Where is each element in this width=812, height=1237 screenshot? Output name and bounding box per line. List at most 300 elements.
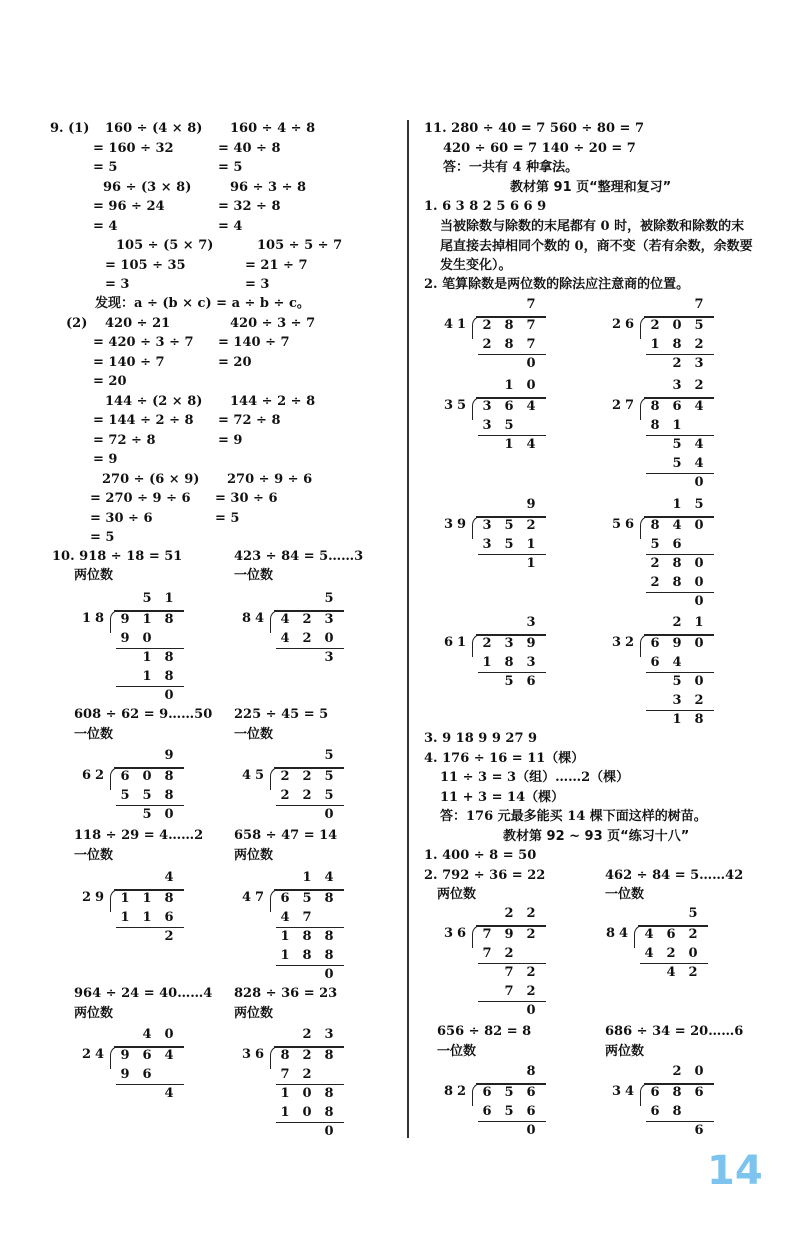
step-digit: 8 — [672, 1104, 682, 1119]
dividend-digit: 7 — [482, 927, 492, 942]
step-digit: 8 — [694, 712, 704, 727]
step-digit: 8 — [504, 655, 514, 670]
step-digit: 5 — [120, 788, 130, 803]
step-digit: 3 — [324, 650, 334, 665]
dividend-digit: 2 — [526, 927, 536, 942]
dividend-digit: 6 — [280, 891, 290, 906]
dividend-digit: 2 — [302, 769, 312, 784]
text-line: 发生变化）。 — [440, 258, 512, 273]
text-line: = 30 ÷ 6 — [90, 511, 153, 526]
step-digit: 0 — [694, 594, 704, 609]
quotient-digit: 1 — [164, 591, 174, 606]
text-line: 105 ÷ (5 × 7) — [116, 238, 214, 253]
dividend-digit: 7 — [526, 318, 536, 333]
dividend-digit: 2 — [688, 927, 698, 942]
step-digit: 1 — [142, 910, 152, 925]
step-digit: 8 — [164, 650, 174, 665]
text-line: = 4 — [93, 219, 118, 234]
step-digit: 0 — [324, 631, 334, 646]
step-digit: 4 — [526, 437, 536, 452]
text-line: = 5 — [218, 160, 243, 175]
dividend-digit: 2 — [280, 769, 290, 784]
divisor: 27 — [612, 398, 639, 413]
text-line: = 140 ÷ 7 — [218, 335, 290, 350]
step-digit: 8 — [650, 418, 660, 433]
text-line: 答：176 元最多能买 14 棵下面这样的树苗。 — [440, 809, 707, 824]
quotient-digit: 4 — [142, 1027, 152, 1042]
quotient-digit: 2 — [302, 1027, 312, 1042]
step-digit: 1 — [504, 437, 514, 452]
step-digit: 0 — [526, 356, 536, 371]
text-line: 10. 918 ÷ 18 = 51 — [52, 549, 183, 564]
text-line: 一位数 — [234, 568, 274, 583]
step-digit: 1 — [672, 712, 682, 727]
step-digit: 1 — [142, 669, 152, 684]
divisor: 47 — [242, 890, 269, 905]
quotient-digit: 3 — [672, 378, 682, 393]
divisor: 84 — [606, 926, 633, 941]
dividend-digit: 1 — [120, 891, 130, 906]
text-line: = 9 — [93, 452, 118, 467]
step-digit: 0 — [694, 475, 704, 490]
step-digit: 4 — [666, 965, 676, 980]
dividend-digit: 0 — [694, 518, 704, 533]
text-line: 160 ÷ 4 ÷ 8 — [230, 121, 316, 136]
text-line: 9. (1) — [50, 121, 90, 136]
quotient-digit: 0 — [526, 378, 536, 393]
text-line: 420 ÷ 60 = 7 140 ÷ 20 = 7 — [443, 141, 636, 156]
quotient-digit: 9 — [526, 497, 536, 512]
step-digit: 4 — [672, 655, 682, 670]
dividend-digit: 8 — [324, 1048, 334, 1063]
step-digit: 0 — [694, 575, 704, 590]
text-line: 一位数 — [437, 1044, 477, 1059]
divisor: 82 — [444, 1084, 471, 1099]
step-digit: 1 — [672, 418, 682, 433]
text-line: = 72 ÷ 8 — [218, 413, 281, 428]
dividend-digit: 8 — [164, 612, 174, 627]
step-digit: 2 — [302, 1067, 312, 1082]
dividend-digit: 4 — [644, 927, 654, 942]
text-line: 105 ÷ 5 ÷ 7 — [257, 238, 343, 253]
step-digit: 1 — [280, 929, 290, 944]
text-line: = 5 — [90, 530, 115, 545]
step-digit: 6 — [164, 910, 174, 925]
step-digit: 7 — [504, 984, 514, 999]
text-line: = 270 ÷ 9 ÷ 6 — [90, 491, 191, 506]
quotient-digit: 2 — [672, 615, 682, 630]
step-digit: 0 — [302, 1086, 312, 1101]
dividend-digit: 8 — [280, 1048, 290, 1063]
dividend-digit: 3 — [324, 612, 334, 627]
dividend-digit: 8 — [504, 318, 514, 333]
text-line: 658 ÷ 47 = 14 — [234, 828, 338, 843]
text-line: = 105 ÷ 35 — [105, 258, 186, 273]
quotient-digit: 1 — [694, 615, 704, 630]
text-line: 两位数 — [437, 887, 477, 902]
text-line: 发现：a ÷ (b × c) = a ÷ b ÷ c。 — [95, 296, 310, 311]
text-line: 225 ÷ 45 = 5 — [234, 707, 329, 722]
step-digit: 0 — [164, 688, 174, 703]
text-line: 270 ÷ 9 ÷ 6 — [227, 472, 313, 487]
dividend-digit: 9 — [504, 927, 514, 942]
step-digit: 8 — [302, 929, 312, 944]
step-digit: 6 — [672, 537, 682, 552]
dividend-digit: 8 — [672, 1085, 682, 1100]
step-digit: 1 — [482, 655, 492, 670]
step-digit: 7 — [280, 1067, 290, 1082]
text-line: = 4 — [218, 219, 243, 234]
text-line: = 30 ÷ 6 — [215, 491, 278, 506]
divisor: 24 — [82, 1047, 109, 1062]
dividend-digit: 3 — [482, 518, 492, 533]
text-line: 3. 9 18 9 9 27 9 — [424, 731, 538, 746]
step-digit: 8 — [302, 948, 312, 963]
dividend-digit: 0 — [694, 636, 704, 651]
quotient-digit: 0 — [164, 1027, 174, 1042]
text-line: 420 ÷ 21 — [105, 316, 171, 331]
step-digit: 5 — [672, 456, 682, 471]
text-line: 答：一共有 4 种拿法。 — [443, 160, 579, 175]
step-digit: 5 — [142, 807, 152, 822]
text-line: 686 ÷ 34 = 20……6 — [605, 1024, 744, 1039]
quotient-digit: 1 — [302, 870, 312, 885]
step-digit: 2 — [280, 788, 290, 803]
divisor: 18 — [82, 611, 109, 626]
step-digit: 1 — [280, 948, 290, 963]
step-digit: 0 — [324, 1124, 334, 1139]
step-digit: 1 — [526, 556, 536, 571]
step-digit: 2 — [650, 556, 660, 571]
text-line: 1. 400 ÷ 8 = 50 — [424, 848, 537, 863]
step-digit: 8 — [324, 1105, 334, 1120]
step-digit: 5 — [504, 1104, 514, 1119]
step-digit: 1 — [650, 337, 660, 352]
step-digit: 0 — [302, 1105, 312, 1120]
step-digit: 0 — [526, 1123, 536, 1138]
divisor: 34 — [612, 1084, 639, 1099]
step-digit: 1 — [280, 1105, 290, 1120]
quotient-digit: 5 — [694, 497, 704, 512]
step-digit: 7 — [482, 946, 492, 961]
text-line: = 40 ÷ 8 — [218, 141, 281, 156]
step-digit: 6 — [526, 1104, 536, 1119]
text-line: 160 ÷ (4 × 8) — [105, 121, 203, 136]
dividend-digit: 8 — [650, 518, 660, 533]
text-line: 4. 176 ÷ 16 = 11（棵） — [424, 751, 585, 766]
step-digit: 6 — [694, 1123, 704, 1138]
dividend-digit: 6 — [142, 1048, 152, 1063]
dividend-digit: 8 — [324, 891, 334, 906]
dividend-digit: 6 — [650, 636, 660, 651]
dividend-digit: 6 — [120, 769, 130, 784]
quotient-digit: 3 — [526, 615, 536, 630]
step-digit: 2 — [694, 693, 704, 708]
text-line: 11 ÷ 3 = 3（组）……2（棵） — [440, 770, 630, 785]
text-line: 一位数 — [605, 887, 645, 902]
step-digit: 3 — [482, 418, 492, 433]
divisor: 61 — [444, 635, 471, 650]
quotient-digit: 4 — [324, 870, 334, 885]
divisor: 29 — [82, 890, 109, 905]
step-digit: 0 — [694, 674, 704, 689]
step-digit: 6 — [142, 1067, 152, 1082]
dividend-digit: 2 — [302, 1048, 312, 1063]
dividend-digit: 3 — [504, 636, 514, 651]
step-digit: 4 — [694, 456, 704, 471]
step-digit: 4 — [644, 946, 654, 961]
text-line: = 160 ÷ 32 — [93, 141, 174, 156]
text-line: = 5 — [215, 511, 240, 526]
text-line: = 420 ÷ 3 ÷ 7 — [93, 335, 194, 350]
step-digit: 0 — [324, 807, 334, 822]
dividend-digit: 2 — [482, 636, 492, 651]
dividend-digit: 2 — [526, 518, 536, 533]
quotient-digit: 9 — [164, 748, 174, 763]
text-line: = 96 ÷ 24 — [93, 199, 165, 214]
step-digit: 0 — [142, 631, 152, 646]
text-line: 2. 792 ÷ 36 = 22 — [424, 868, 546, 883]
divisor: 62 — [82, 768, 109, 783]
step-digit: 2 — [666, 946, 676, 961]
dividend-digit: 8 — [164, 769, 174, 784]
text-line: = 140 ÷ 7 — [93, 355, 165, 370]
text-line: = 72 ÷ 8 — [93, 433, 156, 448]
text-line: 两位数 — [234, 1006, 274, 1021]
dividend-digit: 9 — [120, 612, 130, 627]
step-digit: 2 — [688, 965, 698, 980]
quotient-digit: 2 — [672, 1064, 682, 1079]
dividend-digit: 6 — [672, 399, 682, 414]
text-line: 423 ÷ 84 = 5……3 — [234, 549, 364, 564]
text-line: 608 ÷ 62 = 9……50 — [74, 707, 213, 722]
column-divider — [407, 120, 409, 1138]
quotient-digit: 2 — [694, 378, 704, 393]
dividend-digit: 9 — [120, 1048, 130, 1063]
quotient-digit: 5 — [142, 591, 152, 606]
step-digit: 8 — [672, 556, 682, 571]
text-line: 当被除数与除数的末尾都有 0 时，被除数和除数的末 — [440, 219, 745, 234]
dividend-digit: 1 — [142, 612, 152, 627]
text-line: 一位数 — [74, 848, 114, 863]
step-digit: 5 — [672, 674, 682, 689]
step-digit: 2 — [504, 946, 514, 961]
step-digit: 5 — [504, 537, 514, 552]
step-digit: 9 — [120, 631, 130, 646]
text-line: 270 ÷ (6 × 9) — [102, 472, 200, 487]
step-digit: 6 — [650, 655, 660, 670]
text-line: 462 ÷ 84 = 5……42 — [605, 868, 744, 883]
step-digit: 8 — [672, 575, 682, 590]
divisor: 84 — [242, 611, 269, 626]
text-line: 11. 280 ÷ 40 = 7 560 ÷ 80 = 7 — [424, 121, 644, 136]
step-digit: 2 — [302, 631, 312, 646]
step-digit: 2 — [302, 788, 312, 803]
text-line: 11 + 3 = 14（棵） — [440, 790, 565, 805]
dividend-digit: 1 — [142, 891, 152, 906]
text-line: = 20 — [218, 355, 252, 370]
step-digit: 0 — [688, 946, 698, 961]
quotient-digit: 5 — [688, 906, 698, 921]
dividend-digit: 4 — [280, 612, 290, 627]
dividend-digit: 2 — [650, 318, 660, 333]
step-digit: 2 — [650, 575, 660, 590]
divisor: 39 — [444, 517, 471, 532]
step-digit: 8 — [324, 929, 334, 944]
text-line: 656 ÷ 82 = 8 — [437, 1024, 532, 1039]
text-line: 两位数 — [74, 1006, 114, 1021]
quotient-digit: 4 — [164, 870, 174, 885]
divisor: 36 — [444, 926, 471, 941]
dividend-digit: 9 — [526, 636, 536, 651]
step-digit: 2 — [164, 929, 174, 944]
step-digit: 8 — [164, 669, 174, 684]
step-digit: 4 — [280, 631, 290, 646]
quotient-digit: 1 — [504, 378, 514, 393]
dividend-digit: 4 — [672, 518, 682, 533]
text-line: = 32 ÷ 8 — [218, 199, 281, 214]
step-digit: 5 — [504, 674, 514, 689]
text-line: 964 ÷ 24 = 40……4 — [74, 986, 213, 1001]
quotient-digit: 5 — [324, 591, 334, 606]
quotient-digit: 1 — [672, 497, 682, 512]
dividend-digit: 6 — [650, 1085, 660, 1100]
quotient-digit: 2 — [526, 906, 536, 921]
text-line: 828 ÷ 36 = 23 — [234, 986, 338, 1001]
step-digit: 2 — [672, 356, 682, 371]
step-digit: 4 — [164, 1086, 174, 1101]
step-digit: 8 — [672, 337, 682, 352]
dividend-digit: 5 — [324, 769, 334, 784]
text-line: 144 ÷ (2 × 8) — [105, 394, 203, 409]
step-digit: 1 — [526, 537, 536, 552]
step-digit: 3 — [482, 537, 492, 552]
text-line: = 3 — [245, 277, 270, 292]
step-digit: 0 — [694, 556, 704, 571]
step-digit: 1 — [120, 910, 130, 925]
divisor: 56 — [612, 517, 639, 532]
step-digit: 6 — [526, 674, 536, 689]
dividend-digit: 5 — [504, 1085, 514, 1100]
divisor: 35 — [444, 398, 471, 413]
quotient-digit: 0 — [694, 1064, 704, 1079]
step-digit: 7 — [504, 965, 514, 980]
divisor: 36 — [242, 1047, 269, 1062]
step-digit: 3 — [672, 693, 682, 708]
dividend-digit: 6 — [666, 927, 676, 942]
step-digit: 9 — [120, 1067, 130, 1082]
step-digit: 2 — [526, 984, 536, 999]
step-digit: 8 — [324, 948, 334, 963]
text-line: 一位数 — [234, 727, 274, 742]
dividend-digit: 5 — [504, 518, 514, 533]
step-digit: 5 — [650, 537, 660, 552]
step-digit: 8 — [164, 788, 174, 803]
step-digit: 5 — [504, 418, 514, 433]
text-line: 一位数 — [74, 727, 114, 742]
divisor: 32 — [612, 635, 639, 650]
text-line: 两位数 — [234, 848, 274, 863]
step-digit: 3 — [694, 356, 704, 371]
quotient-digit: 7 — [694, 297, 704, 312]
step-digit: 0 — [164, 807, 174, 822]
dividend-digit: 0 — [142, 769, 152, 784]
step-digit: 2 — [694, 337, 704, 352]
dividend-digit: 8 — [650, 399, 660, 414]
dividend-digit: 3 — [482, 399, 492, 414]
step-digit: 3 — [526, 655, 536, 670]
text-line: = 144 ÷ 2 ÷ 8 — [93, 413, 194, 428]
text-line: 96 ÷ (3 × 8) — [103, 180, 192, 195]
page-number: 14 — [707, 1148, 763, 1194]
step-digit: 8 — [324, 1086, 334, 1101]
step-digit: 1 — [142, 650, 152, 665]
text-line: = 21 ÷ 7 — [245, 258, 308, 273]
text-line: 420 ÷ 3 ÷ 7 — [230, 316, 316, 331]
step-digit: 1 — [280, 1086, 290, 1101]
dividend-digit: 2 — [482, 318, 492, 333]
dividend-digit: 9 — [672, 636, 682, 651]
step-digit: 6 — [650, 1104, 660, 1119]
dividend-digit: 8 — [164, 891, 174, 906]
text-line: 1. 6 3 8 2 5 6 6 9 — [424, 199, 547, 214]
quotient-digit: 5 — [324, 748, 334, 763]
text-line: (2) — [66, 316, 88, 331]
step-digit: 5 — [142, 788, 152, 803]
dividend-digit: 5 — [302, 891, 312, 906]
step-digit: 5 — [324, 788, 334, 803]
divisor: 26 — [612, 317, 639, 332]
quotient-digit: 3 — [324, 1027, 334, 1042]
step-digit: 7 — [526, 337, 536, 352]
text-line: 尾直接去掉相同个数的 0，商不变（若有余数，余数要 — [440, 239, 753, 254]
dividend-digit: 0 — [672, 318, 682, 333]
text-line: = 3 — [105, 277, 130, 292]
text-line: = 5 — [93, 160, 118, 175]
quotient-digit: 2 — [504, 906, 514, 921]
dividend-digit: 6 — [694, 1085, 704, 1100]
text-line: 144 ÷ 2 ÷ 8 — [230, 394, 316, 409]
dividend-digit: 2 — [302, 612, 312, 627]
step-digit: 5 — [672, 437, 682, 452]
step-digit: 7 — [302, 910, 312, 925]
dividend-digit: 6 — [504, 399, 514, 414]
text-line: 118 ÷ 29 = 4……2 — [74, 828, 204, 843]
step-digit: 2 — [526, 965, 536, 980]
dividend-digit: 4 — [164, 1048, 174, 1063]
section-heading: 教材第 92 ~ 93 页“练习十八” — [503, 829, 690, 844]
quotient-digit: 7 — [526, 297, 536, 312]
text-line: 两位数 — [74, 568, 114, 583]
quotient-digit: 8 — [526, 1064, 536, 1079]
step-digit: 0 — [324, 967, 334, 982]
dividend-digit: 4 — [526, 399, 536, 414]
section-heading: 教材第 91 页“整理和复习” — [510, 180, 672, 195]
step-digit: 4 — [280, 910, 290, 925]
step-digit: 2 — [482, 337, 492, 352]
divisor: 41 — [444, 317, 471, 332]
text-line: 96 ÷ 3 ÷ 8 — [230, 180, 307, 195]
dividend-digit: 5 — [694, 318, 704, 333]
dividend-digit: 4 — [694, 399, 704, 414]
text-line: = 20 — [93, 374, 127, 389]
dividend-digit: 6 — [482, 1085, 492, 1100]
step-digit: 8 — [504, 337, 514, 352]
text-line: 两位数 — [605, 1044, 645, 1059]
step-digit: 0 — [526, 1003, 536, 1018]
step-digit: 6 — [482, 1104, 492, 1119]
divisor: 45 — [242, 768, 269, 783]
